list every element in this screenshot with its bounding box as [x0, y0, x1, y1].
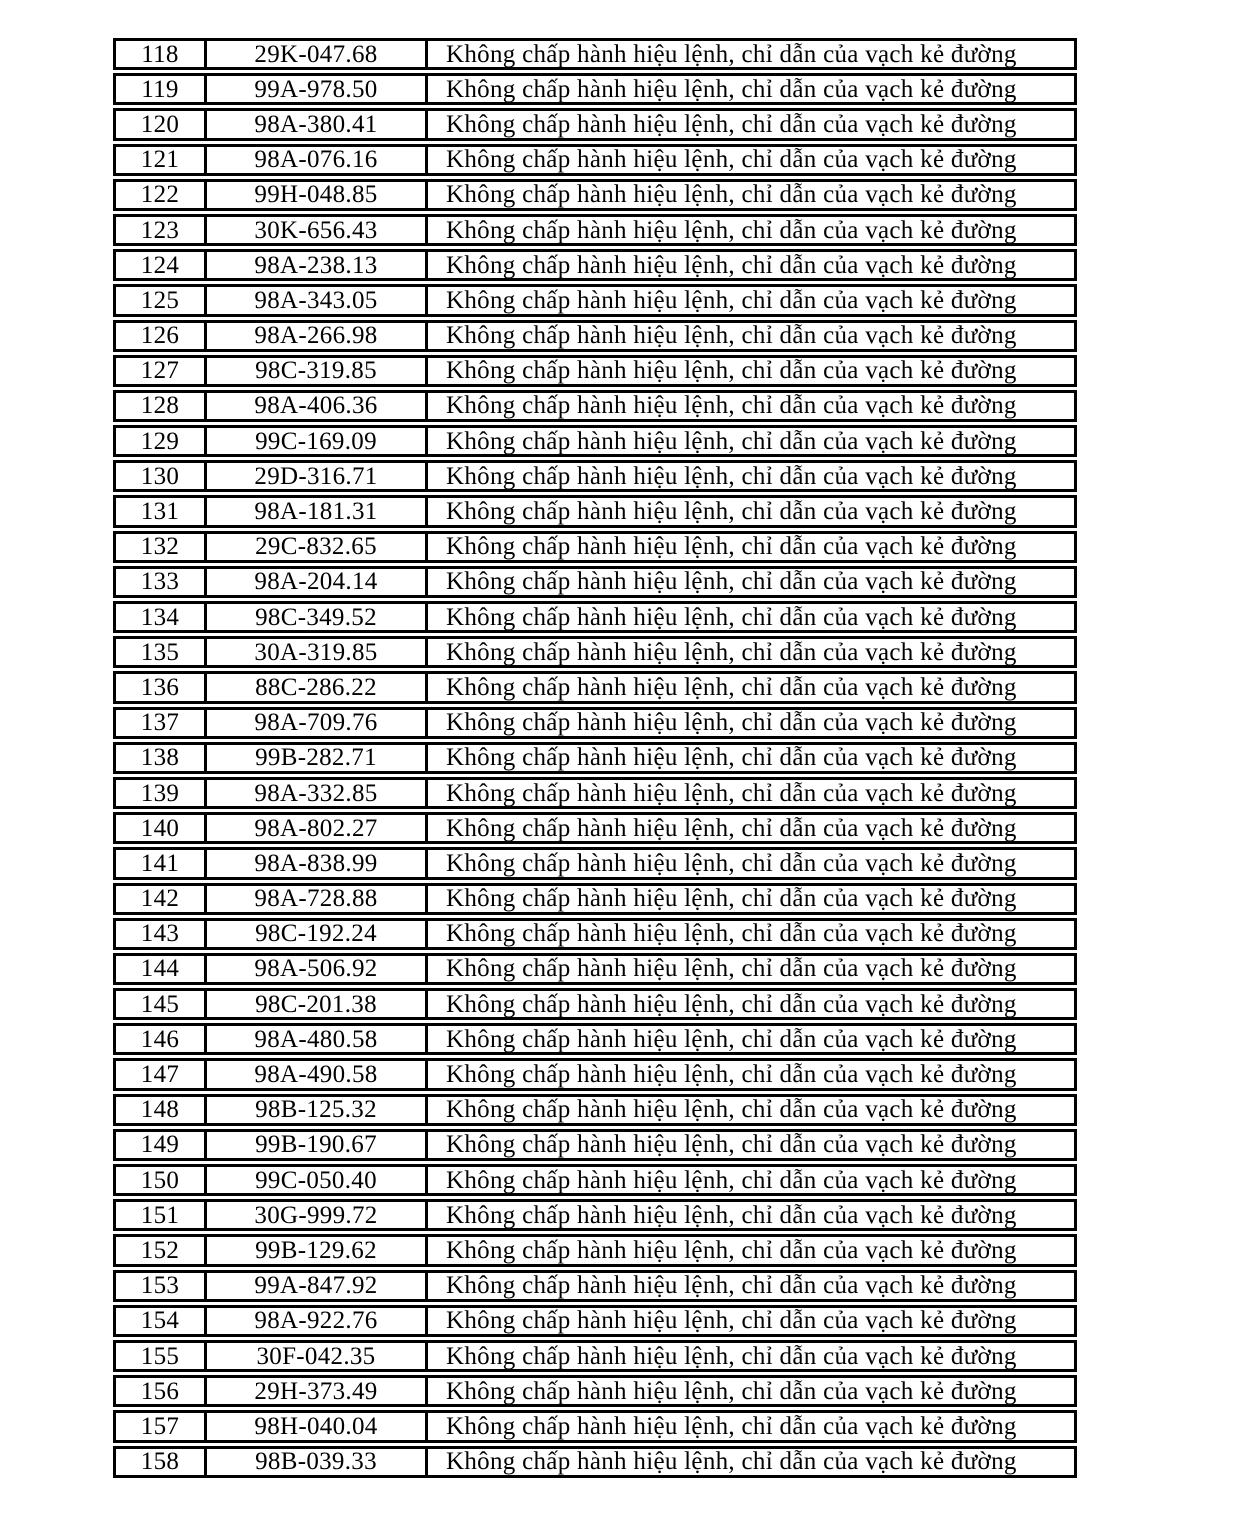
cell-violation-description: Không chấp hành hiệu lệnh, chỉ dẫn của vạch kẻ đường — [446, 287, 1017, 314]
cell-violation-description: Không chấp hành hiệu lệnh, chỉ dẫn của vạch kẻ đường — [446, 991, 1017, 1018]
cell-row-number: 137 — [116, 710, 207, 736]
cell-row-number: 150 — [116, 1167, 207, 1193]
cell-license-plate: 98A-332.85 — [207, 780, 428, 806]
table-row — [113, 1164, 1077, 1196]
table-row — [113, 214, 1077, 246]
table-row — [113, 73, 1077, 105]
cell-license-plate: 99A-978.50 — [207, 76, 428, 102]
cell-license-plate: 30G-999.72 — [207, 1202, 428, 1228]
cell-license-plate: 98A-838.99 — [207, 850, 428, 876]
cell-row-number: 158 — [116, 1449, 207, 1475]
cell-row-number: 126 — [116, 323, 207, 349]
table-row — [113, 355, 1077, 387]
table-row — [113, 1199, 1077, 1231]
cell-license-plate: 98C-192.24 — [207, 921, 428, 947]
cell-license-plate: 98A-709.76 — [207, 710, 428, 736]
table-row — [113, 1375, 1077, 1407]
cell-violation-description: Không chấp hành hiệu lệnh, chỉ dẫn của vạch kẻ đường — [446, 920, 1017, 947]
cell-violation-description: Không chấp hành hiệu lệnh, chỉ dẫn của vạch kẻ đường — [446, 146, 1017, 173]
cell-row-number: 128 — [116, 393, 207, 419]
cell-violation-description: Không chấp hành hiệu lệnh, chỉ dẫn của vạch kẻ đường — [446, 252, 1017, 279]
cell-violation-description: Không chấp hành hiệu lệnh, chỉ dẫn của vạch kẻ đường — [446, 1342, 1017, 1370]
cell-row-number: 146 — [116, 1026, 207, 1052]
cell-license-plate: 29K-047.68 — [207, 41, 428, 67]
cell-license-plate: 30F-042.35 — [207, 1343, 428, 1369]
cell-violation-description: Không chấp hành hiệu lệnh, chỉ dẫn của vạch kẻ đường — [446, 955, 1017, 983]
cell-license-plate: 98A-490.58 — [207, 1061, 428, 1087]
cell-violation-description: Không chấp hành hiệu lệnh, chỉ dẫn của vạch kẻ đường — [446, 639, 1017, 666]
cell-license-plate: 99C-169.09 — [207, 428, 428, 454]
cell-violation-description: Không chấp hành hiệu lệnh, chỉ dẫn của vạch kẻ đường — [446, 428, 1017, 455]
cell-license-plate: 98A-922.76 — [207, 1308, 428, 1334]
cell-violation-description: Không chấp hành hiệu lệnh, chỉ dẫn của vạch kẻ đường — [446, 41, 1017, 68]
cell-license-plate: 30K-656.43 — [207, 217, 428, 243]
cell-row-number: 155 — [116, 1343, 207, 1369]
cell-violation-description: Không chấp hành hiệu lệnh, chỉ dẫn của vạch kẻ đường — [446, 392, 1017, 420]
cell-row-number: 119 — [116, 76, 207, 102]
cell-row-number: 147 — [116, 1061, 207, 1087]
cell-row-number: 124 — [116, 252, 207, 278]
cell-violation-description: Không chấp hành hiệu lệnh, chỉ dẫn của vạch kẻ đường — [446, 885, 1017, 912]
cell-row-number: 136 — [116, 674, 207, 700]
table-row — [113, 883, 1077, 915]
cell-violation-description: Không chấp hành hiệu lệnh, chỉ dẫn của vạch kẻ đường — [446, 1448, 1017, 1475]
cell-violation-description: Không chấp hành hiệu lệnh, chỉ dẫn của vạch kẻ đường — [446, 850, 1017, 877]
cell-violation-description: Không chấp hành hiệu lệnh, chỉ dẫn của vạch kẻ đường — [446, 181, 1017, 208]
cell-row-number: 141 — [116, 850, 207, 876]
cell-violation-description: Không chấp hành hiệu lệnh, chỉ dẫn của vạch kẻ đường — [446, 1096, 1017, 1123]
table-row — [113, 1305, 1077, 1337]
cell-row-number: 125 — [116, 287, 207, 313]
cell-violation-description: Không chấp hành hiệu lệnh, chỉ dẫn của vạch kẻ đường — [446, 568, 1017, 595]
cell-license-plate: 99B-282.71 — [207, 745, 428, 771]
cell-row-number: 139 — [116, 780, 207, 806]
cell-row-number: 148 — [116, 1097, 207, 1123]
cell-row-number: 132 — [116, 534, 207, 560]
cell-violation-description: Không chấp hành hiệu lệnh, chỉ dẫn của vạch kẻ đường — [446, 1131, 1017, 1158]
cell-license-plate: 98A-480.58 — [207, 1026, 428, 1052]
cell-row-number: 143 — [116, 921, 207, 947]
cell-violation-description: Không chấp hành hiệu lệnh, chỉ dẫn của vạch kẻ đường — [446, 1202, 1017, 1229]
table-row — [113, 636, 1077, 668]
table-row — [113, 1270, 1077, 1302]
cell-row-number: 131 — [116, 498, 207, 524]
table-row — [113, 179, 1077, 211]
cell-license-plate: 29H-373.49 — [207, 1378, 428, 1404]
cell-row-number: 156 — [116, 1378, 207, 1404]
table-row — [113, 1129, 1077, 1161]
cell-violation-description: Không chấp hành hiệu lệnh, chỉ dẫn của vạch kẻ đường — [446, 216, 1017, 244]
cell-row-number: 140 — [116, 815, 207, 841]
cell-violation-description: Không chấp hành hiệu lệnh, chỉ dẫn của vạch kẻ đường — [446, 1272, 1017, 1299]
cell-violation-description: Không chấp hành hiệu lệnh, chỉ dẫn của vạch kẻ đường — [446, 1026, 1017, 1053]
cell-violation-description: Không chấp hành hiệu lệnh, chỉ dẫn của vạch kẻ đường — [446, 815, 1017, 842]
table-row — [113, 1446, 1077, 1478]
cell-violation-description: Không chấp hành hiệu lệnh, chỉ dẫn của vạch kẻ đường — [446, 1307, 1017, 1334]
table-row — [113, 671, 1077, 703]
cell-license-plate: 98A-204.14 — [207, 569, 428, 595]
table-row — [113, 425, 1077, 457]
table-row — [113, 1410, 1077, 1442]
cell-row-number: 154 — [116, 1308, 207, 1334]
cell-license-plate: 98C-349.52 — [207, 604, 428, 630]
table-row — [113, 249, 1077, 281]
violations-table — [113, 38, 1077, 1478]
cell-license-plate: 29C-832.65 — [207, 534, 428, 560]
table-row — [113, 320, 1077, 352]
cell-license-plate: 99C-050.40 — [207, 1167, 428, 1193]
cell-license-plate: 98A-238.13 — [207, 252, 428, 278]
table-row — [113, 144, 1077, 176]
table-row — [113, 460, 1077, 492]
table-row — [113, 1094, 1077, 1126]
cell-row-number: 144 — [116, 956, 207, 982]
table-row — [113, 1234, 1077, 1266]
table-row — [113, 777, 1077, 809]
cell-violation-description: Không chấp hành hiệu lệnh, chỉ dẫn của vạch kẻ đường — [446, 709, 1017, 736]
cell-license-plate: 99B-190.67 — [207, 1132, 428, 1158]
cell-license-plate: 98B-125.32 — [207, 1097, 428, 1123]
cell-violation-description: Không chấp hành hiệu lệnh, chỉ dẫn của vạch kẻ đường — [446, 1167, 1017, 1194]
cell-violation-description: Không chấp hành hiệu lệnh, chỉ dẫn của vạch kẻ đường — [446, 322, 1017, 349]
cell-license-plate: 98B-039.33 — [207, 1449, 428, 1475]
table-row — [113, 953, 1077, 985]
cell-row-number: 118 — [116, 41, 207, 67]
table-row — [113, 1023, 1077, 1055]
table-row — [113, 284, 1077, 316]
table-row — [113, 847, 1077, 879]
cell-row-number: 135 — [116, 639, 207, 665]
cell-row-number: 149 — [116, 1132, 207, 1158]
cell-license-plate: 98A-076.16 — [207, 147, 428, 173]
cell-violation-description: Không chấp hành hiệu lệnh, chỉ dẫn của vạch kẻ đường — [446, 674, 1017, 701]
cell-license-plate: 88C-286.22 — [207, 674, 428, 700]
cell-row-number: 129 — [116, 428, 207, 454]
cell-row-number: 142 — [116, 886, 207, 912]
cell-row-number: 127 — [116, 358, 207, 384]
table-row — [113, 1340, 1077, 1372]
table-row — [113, 742, 1077, 774]
cell-row-number: 151 — [116, 1202, 207, 1228]
cell-row-number: 121 — [116, 147, 207, 173]
cell-violation-description: Không chấp hành hiệu lệnh, chỉ dẫn của vạch kẻ đường — [446, 744, 1017, 771]
table-row — [113, 601, 1077, 633]
table-row — [113, 988, 1077, 1020]
cell-row-number: 138 — [116, 745, 207, 771]
cell-violation-description: Không chấp hành hiệu lệnh, chỉ dẫn của vạch kẻ đường — [446, 76, 1017, 103]
cell-license-plate: 99H-048.85 — [207, 182, 428, 208]
table-row — [113, 707, 1077, 739]
cell-violation-description: Không chấp hành hiệu lệnh, chỉ dẫn của vạch kẻ đường — [446, 533, 1017, 560]
cell-license-plate: 30A-319.85 — [207, 639, 428, 665]
table-row — [113, 812, 1077, 844]
cell-row-number: 130 — [116, 463, 207, 489]
cell-row-number: 153 — [116, 1273, 207, 1299]
cell-row-number: 134 — [116, 604, 207, 630]
cell-violation-description: Không chấp hành hiệu lệnh, chỉ dẫn của vạch kẻ đường — [446, 498, 1017, 525]
cell-violation-description: Không chấp hành hiệu lệnh, chỉ dẫn của vạch kẻ đường — [446, 1378, 1017, 1405]
cell-violation-description: Không chấp hành hiệu lệnh, chỉ dẫn của vạch kẻ đường — [446, 1061, 1017, 1088]
cell-row-number: 145 — [116, 991, 207, 1017]
cell-license-plate: 98C-201.38 — [207, 991, 428, 1017]
cell-license-plate: 98C-319.85 — [207, 358, 428, 384]
cell-license-plate: 98A-181.31 — [207, 498, 428, 524]
cell-row-number: 122 — [116, 182, 207, 208]
cell-violation-description: Không chấp hành hiệu lệnh, chỉ dẫn của vạch kẻ đường — [446, 779, 1017, 807]
cell-license-plate: 98A-266.98 — [207, 323, 428, 349]
cell-license-plate: 98A-728.88 — [207, 886, 428, 912]
cell-violation-description: Không chấp hành hiệu lệnh, chỉ dẫn của vạch kẻ đường — [446, 1237, 1017, 1264]
cell-row-number: 152 — [116, 1237, 207, 1263]
table-row — [113, 1058, 1077, 1090]
cell-license-plate: 98A-506.92 — [207, 956, 428, 982]
cell-violation-description: Không chấp hành hiệu lệnh, chỉ dẫn của vạch kẻ đường — [446, 604, 1017, 631]
cell-violation-description: Không chấp hành hiệu lệnh, chỉ dẫn của vạch kẻ đường — [446, 1413, 1017, 1440]
table-row — [113, 566, 1077, 598]
cell-license-plate: 29D-316.71 — [207, 463, 428, 489]
cell-license-plate: 98A-406.36 — [207, 393, 428, 419]
cell-violation-description: Không chấp hành hiệu lệnh, chỉ dẫn của vạch kẻ đường — [446, 111, 1017, 138]
cell-row-number: 123 — [116, 217, 207, 243]
cell-violation-description: Không chấp hành hiệu lệnh, chỉ dẫn của vạch kẻ đường — [446, 463, 1017, 490]
cell-row-number: 133 — [116, 569, 207, 595]
cell-license-plate: 99B-129.62 — [207, 1237, 428, 1263]
table-row — [113, 531, 1077, 563]
cell-license-plate: 98A-802.27 — [207, 815, 428, 841]
table-row — [113, 495, 1077, 527]
table-row — [113, 108, 1077, 140]
table-row — [113, 38, 1077, 70]
table-row — [113, 390, 1077, 422]
cell-license-plate: 98A-380.41 — [207, 111, 428, 137]
cell-violation-description: Không chấp hành hiệu lệnh, chỉ dẫn của vạch kẻ đường — [446, 357, 1017, 384]
cell-row-number: 157 — [116, 1413, 207, 1439]
cell-license-plate: 98H-040.04 — [207, 1413, 428, 1439]
table-row — [113, 918, 1077, 950]
cell-row-number: 120 — [116, 111, 207, 137]
cell-license-plate: 99A-847.92 — [207, 1273, 428, 1299]
cell-license-plate: 98A-343.05 — [207, 287, 428, 313]
